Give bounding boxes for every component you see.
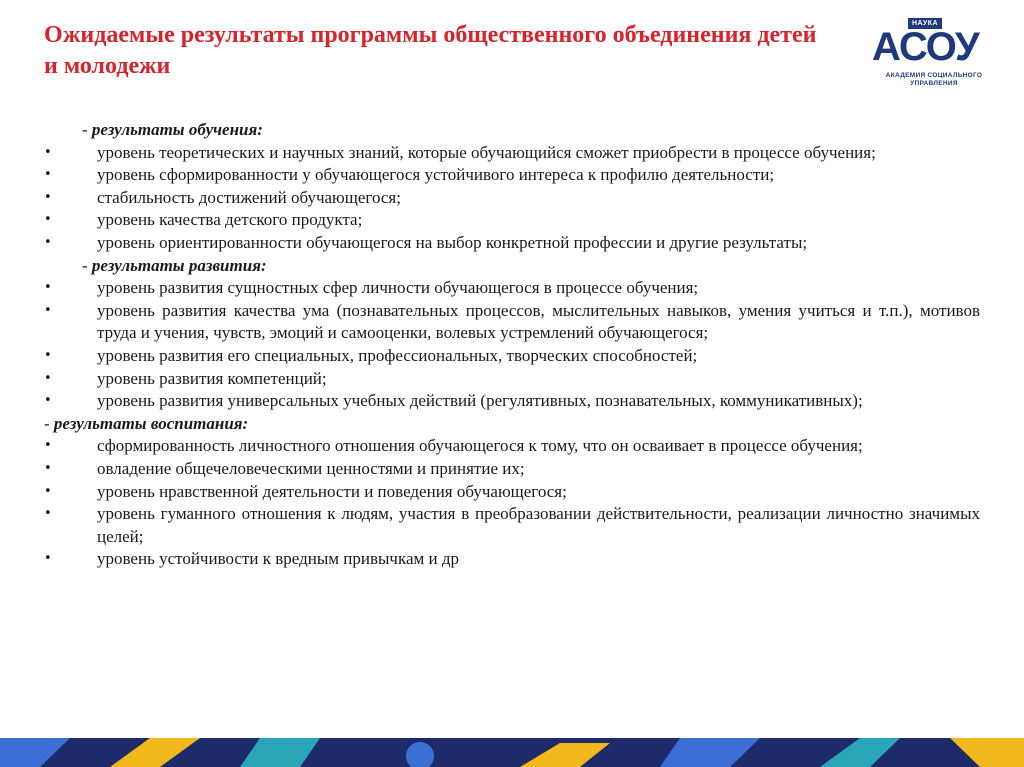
list-item-text: уровень сформированности у обучающегося устойчивого интереса к профилю деятельности; — [97, 165, 775, 185]
list-item-text: уровень развития качества ума (познавательных процессов, мыслительных навыков, умения учиться и т.п.), мотивов труда и учения, чувств, эмоций и самооценки, волевых устремлений обучающегося; — [97, 300, 980, 343]
heading-text: результаты обучения: — [91, 120, 263, 139]
list-item — [44, 300, 980, 345]
list-item — [44, 277, 980, 300]
section-heading-development — [44, 255, 980, 278]
list-item — [44, 164, 980, 187]
bullet-icon: • — [44, 167, 52, 183]
section-heading-upbringing — [44, 413, 980, 436]
list-item — [44, 548, 980, 571]
bullet-icon: • — [44, 280, 52, 296]
list-item-text: стабильность достижений обучающегося; — [97, 187, 401, 207]
list-item — [44, 435, 980, 458]
bullet-icon: • — [44, 506, 52, 522]
list-item — [44, 481, 980, 504]
list-item — [44, 142, 980, 165]
list-item — [44, 232, 980, 255]
upbringing-items — [44, 435, 980, 571]
list-item — [44, 345, 980, 368]
heading-text: результаты воспитания: — [53, 413, 249, 433]
list-item-text: уровень гуманного отношения к людям, участия в преобразовании действительности, реализации личностно значимых целей; — [97, 504, 980, 546]
list-item — [44, 503, 980, 548]
bullet-icon: • — [44, 234, 52, 250]
heading-dash: - — [82, 255, 92, 275]
section-heading-learning — [44, 119, 980, 142]
bullet-icon: • — [44, 551, 52, 567]
bullet-icon: • — [44, 212, 52, 228]
heading-dash: - — [82, 120, 92, 139]
list-item — [44, 458, 980, 481]
results-list — [44, 119, 980, 571]
list-item — [44, 187, 980, 210]
list-item-text: уровень нравственной деятельности и поведения обучающегося; — [97, 481, 567, 501]
logo-wordmark: АСОУ — [872, 25, 979, 69]
bullet-icon: • — [44, 347, 52, 363]
list-item-text: уровень развития компетенций; — [97, 368, 327, 388]
logo-caption-line1: АКАДЕМИЯ СОЦИАЛЬНОГО — [885, 72, 983, 79]
list-item-text: уровень устойчивости к вредным привычкам и др — [97, 549, 460, 569]
list-item-text: уровень развития его специальных, профессиональных, творческих способностей; — [97, 345, 698, 365]
list-item-text: уровень развития сущностных сфер личности обучающегося в процессе обучения; — [97, 278, 699, 298]
logo-caption — [866, 72, 1002, 88]
logo-caption-line2: УПРАВЛЕНИЯ — [910, 80, 958, 87]
list-item-text: уровень ориентированности обучающегося на выбор конкретной профессии и другие результаты; — [97, 232, 808, 252]
bullet-icon: • — [44, 483, 52, 499]
bullet-icon: • — [44, 302, 52, 318]
bullet-icon: • — [44, 189, 52, 205]
list-item-text: уровень теоретических и научных знаний, которые обучающийся сможет приобрести в процессе обучения; — [97, 142, 876, 162]
bullet-icon: • — [44, 370, 52, 386]
development-items — [44, 277, 980, 413]
learning-items — [44, 142, 980, 255]
list-item — [44, 390, 980, 413]
bullet-icon: • — [44, 144, 52, 160]
list-item-text: уровень развития универсальных учебных действий (регулятивных, познавательных, коммуникативных); — [97, 391, 863, 411]
list-item-text: уровень качества детского продукта; — [97, 210, 363, 230]
list-item-text: овладение общечеловеческими ценностями и принятие их; — [97, 458, 525, 478]
bullet-icon: • — [44, 438, 52, 454]
slide-title: Ожидаемые результаты программы общественного объединения детей и молодежи — [44, 22, 817, 79]
asou-logo — [866, 18, 1002, 96]
list-item — [44, 368, 980, 391]
bullet-icon: • — [44, 460, 52, 476]
heading-text: результаты развития: — [91, 255, 267, 275]
list-item-text: сформированность личностного отношения обучающегося к тому, что он осваивает в процессе обучения; — [97, 436, 863, 456]
list-item — [44, 209, 980, 232]
logo-badge: НАУКА — [908, 18, 942, 29]
bullet-icon: • — [44, 393, 52, 409]
decorative-footer-band — [0, 738, 1024, 767]
heading-dash: - — [44, 413, 54, 433]
